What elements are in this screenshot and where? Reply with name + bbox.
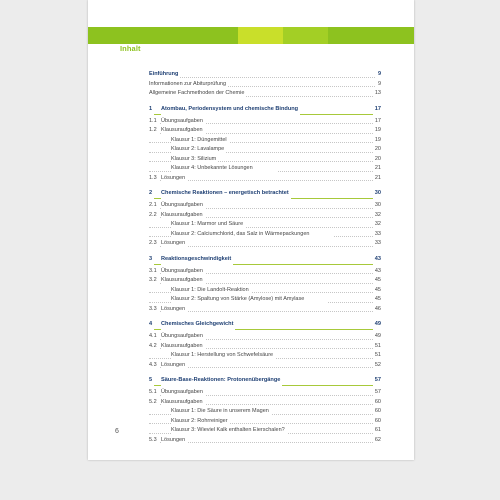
toc-entry-page: 19 [373, 136, 381, 146]
chapter-number: 2 [149, 187, 154, 199]
toc-entry[interactable] [149, 70, 381, 80]
chapter-heading[interactable] [149, 187, 381, 199]
toc-entry-page: 9 [376, 80, 381, 90]
toc-entry-page: 45 [373, 286, 381, 296]
band-segment [88, 27, 238, 44]
toc-entry-page: 17 [373, 117, 381, 127]
toc-section[interactable] [149, 267, 381, 277]
toc-entry-label: Klausur 4: Unbekannte Lösungen [171, 165, 253, 171]
toc-section[interactable] [149, 239, 381, 249]
chapter-page: 30 [373, 187, 381, 199]
toc-entry-label: Allgemeine Fachmethoden der Chemie [149, 89, 246, 99]
toc-entry-label: Lösungen [161, 239, 187, 249]
toc-klausur[interactable] [149, 145, 381, 155]
toc-entry-label: Klausur 1: Düngemittel [171, 136, 229, 146]
toc-entry-page: 33 [373, 239, 381, 249]
toc-entry-label: Übungsaufgaben [161, 267, 205, 277]
toc-entry[interactable] [149, 89, 381, 99]
toc-klausur[interactable] [149, 426, 381, 436]
section-number: 5.2 [149, 398, 159, 408]
toc-entry-page: 45 [373, 276, 381, 286]
toc-entry-page: 60 [373, 398, 381, 408]
toc-entry-page: 46 [373, 305, 381, 315]
section-number: 5.1 [149, 388, 159, 398]
toc-entry-label: Klausuraufgaben [161, 342, 205, 352]
chapter-title: Chemische Reaktionen – energetisch betrachtet [161, 187, 291, 199]
chapter-number: 3 [149, 253, 154, 265]
section-number: 1.3 [149, 174, 159, 184]
toc-entry-label: Klausur 2: Rohrreiniger [171, 417, 230, 427]
toc-entry-label-wrap [171, 164, 277, 174]
section-number: 3.1 [149, 267, 159, 277]
toc-klausur[interactable] [149, 155, 381, 165]
document-page [88, 0, 414, 460]
toc-section[interactable] [149, 332, 381, 342]
toc-entry-label: Informationen zur Abiturprüfung [149, 80, 228, 90]
toc-entry-label: Klausur 1: Herstellung von Schwefelsäure [171, 351, 275, 361]
toc-entry-page: 62 [373, 436, 381, 446]
toc-section[interactable] [149, 361, 381, 371]
section-number: 3.3 [149, 305, 159, 315]
toc-entry-label: Klausur 1: Die Säure in unserem Magen [171, 407, 271, 417]
toc-klausur[interactable] [149, 164, 381, 174]
toc-section[interactable] [149, 211, 381, 221]
toc-klausur[interactable] [149, 286, 381, 296]
toc-entry-label: Klausuraufgaben [161, 126, 205, 136]
toc-section[interactable] [149, 305, 381, 315]
toc-entry-page: 30 [373, 201, 381, 211]
toc-klausur[interactable] [149, 220, 381, 230]
toc-entry-label: Klausuraufgaben [161, 398, 205, 408]
toc-entry-label: Klausur 2: Spaltung von Stärke (Amylose) mit Amylase [171, 296, 305, 302]
toc-entry-label: Einführung [149, 70, 180, 80]
section-number: 2.3 [149, 239, 159, 249]
toc-entry-label: Lösungen [161, 174, 187, 184]
toc-entry-page: 61 [373, 426, 381, 436]
toc-klausur[interactable] [149, 295, 381, 305]
toc-klausur[interactable] [149, 136, 381, 146]
chapter-number: 4 [149, 318, 154, 330]
section-number: 4.3 [149, 361, 159, 371]
toc-entry-label: Lösungen [161, 436, 187, 446]
toc-entry-page: 19 [373, 126, 381, 136]
toc-entry-page: 52 [373, 361, 381, 371]
chapter-page: 49 [373, 318, 381, 330]
page-title: Inhalt [120, 44, 141, 53]
band-segment [328, 27, 414, 44]
chapter-heading[interactable] [149, 103, 381, 115]
band-segment [238, 27, 283, 44]
toc-entry-label: Klausuraufgaben [161, 276, 205, 286]
toc-section[interactable] [149, 388, 381, 398]
chapter-title: Reaktionsgeschwindigkeit [161, 253, 233, 265]
toc-entry-page: 49 [373, 332, 381, 342]
toc-entry-page: 51 [373, 342, 381, 352]
toc-entry-label: Übungsaufgaben [161, 117, 205, 127]
toc-entry-page: 57 [373, 388, 381, 398]
toc-section[interactable] [149, 342, 381, 352]
toc-entry-label: Klausur 3: Wieviel Kalk enthalten Eierschalen? [171, 426, 287, 436]
toc-entry-label-wrap [171, 230, 334, 240]
toc-entry-page: 21 [373, 164, 381, 174]
section-number: 2.2 [149, 211, 159, 221]
section-number: 4.1 [149, 332, 159, 342]
toc-section[interactable] [149, 126, 381, 136]
toc-section[interactable] [149, 117, 381, 127]
chapter-title: Atombau, Periodensystem und chemische Bindung [161, 103, 300, 115]
toc-klausur[interactable] [149, 417, 381, 427]
section-number: 4.2 [149, 342, 159, 352]
toc-entry-page: 9 [376, 70, 381, 80]
toc-entry-page: 51 [373, 351, 381, 361]
toc-entry-label: Übungsaufgaben [161, 201, 205, 211]
toc-entry-label: Klausur 1: Die Landolt-Reaktion [171, 286, 251, 296]
toc-entry-label: Lösungen [161, 305, 187, 315]
chapter-number: 1 [149, 103, 154, 115]
experiment-badge: Experiment [256, 165, 273, 169]
toc-entry-page: 13 [373, 89, 381, 99]
toc-entry-label: Klausur 1: Marmor und Säure [171, 220, 245, 230]
toc-entry-page: 33 [373, 230, 381, 240]
toc-klausur[interactable] [149, 407, 381, 417]
toc-section[interactable] [149, 174, 381, 184]
toc-entry-label: Lösungen [161, 361, 187, 371]
toc-entry-label: Klausur 3: Silizium [171, 155, 218, 165]
experiment-badge: Experiment [313, 230, 330, 235]
toc-section[interactable] [149, 436, 381, 446]
toc-entry-label: Klausur 2: Lavalampe [171, 145, 226, 155]
section-number: 5.3 [149, 436, 159, 446]
experiment-badge: Experiment [308, 296, 325, 300]
section-number: 1.2 [149, 126, 159, 136]
toc-entry[interactable] [149, 80, 381, 90]
chapter-heading[interactable] [149, 374, 381, 386]
toc-entry-page: 20 [373, 145, 381, 155]
toc-section[interactable] [149, 398, 381, 408]
toc-section[interactable] [149, 276, 381, 286]
toc-entry-page: 21 [373, 174, 381, 184]
section-number: 2.1 [149, 201, 159, 211]
chapter-title: Säure-Base-Reaktionen: Protonenübergänge [161, 374, 282, 386]
chapter-page: 57 [373, 374, 381, 386]
band-segment [283, 27, 328, 44]
toc-entry-page: 43 [373, 267, 381, 277]
chapter-number: 5 [149, 374, 154, 386]
section-number: 1.1 [149, 117, 159, 127]
toc-klausur[interactable] [149, 230, 381, 240]
toc-entry-label: Klausur 2: Calciumchlorid, das Salz in Wärmepackungen [171, 230, 310, 237]
toc-section[interactable] [149, 201, 381, 211]
toc-entry-label: Übungsaufgaben [161, 332, 205, 342]
toc-entry-label: Übungsaufgaben [161, 388, 205, 398]
chapter-heading[interactable] [149, 318, 381, 330]
chapter-title: Chemisches Gleichgewicht [161, 318, 235, 330]
toc-entry-page: 45 [373, 295, 381, 305]
toc-entry-page: 32 [373, 211, 381, 221]
chapter-page: 43 [373, 253, 381, 265]
header-color-band [88, 27, 414, 44]
page-number: 6 [115, 428, 119, 435]
chapter-page: 17 [373, 103, 381, 115]
chapter-heading[interactable] [149, 253, 381, 265]
toc-entry-label: Klausuraufgaben [161, 211, 205, 221]
toc-klausur[interactable] [149, 351, 381, 361]
section-number: 3.2 [149, 276, 159, 286]
toc-entry-page: 32 [373, 220, 381, 230]
toc-entry-page: 20 [373, 155, 381, 165]
table-of-contents [149, 70, 381, 445]
toc-entry-label-wrap [171, 295, 328, 305]
toc-entry-page: 60 [373, 407, 381, 417]
toc-entry-page: 60 [373, 417, 381, 427]
